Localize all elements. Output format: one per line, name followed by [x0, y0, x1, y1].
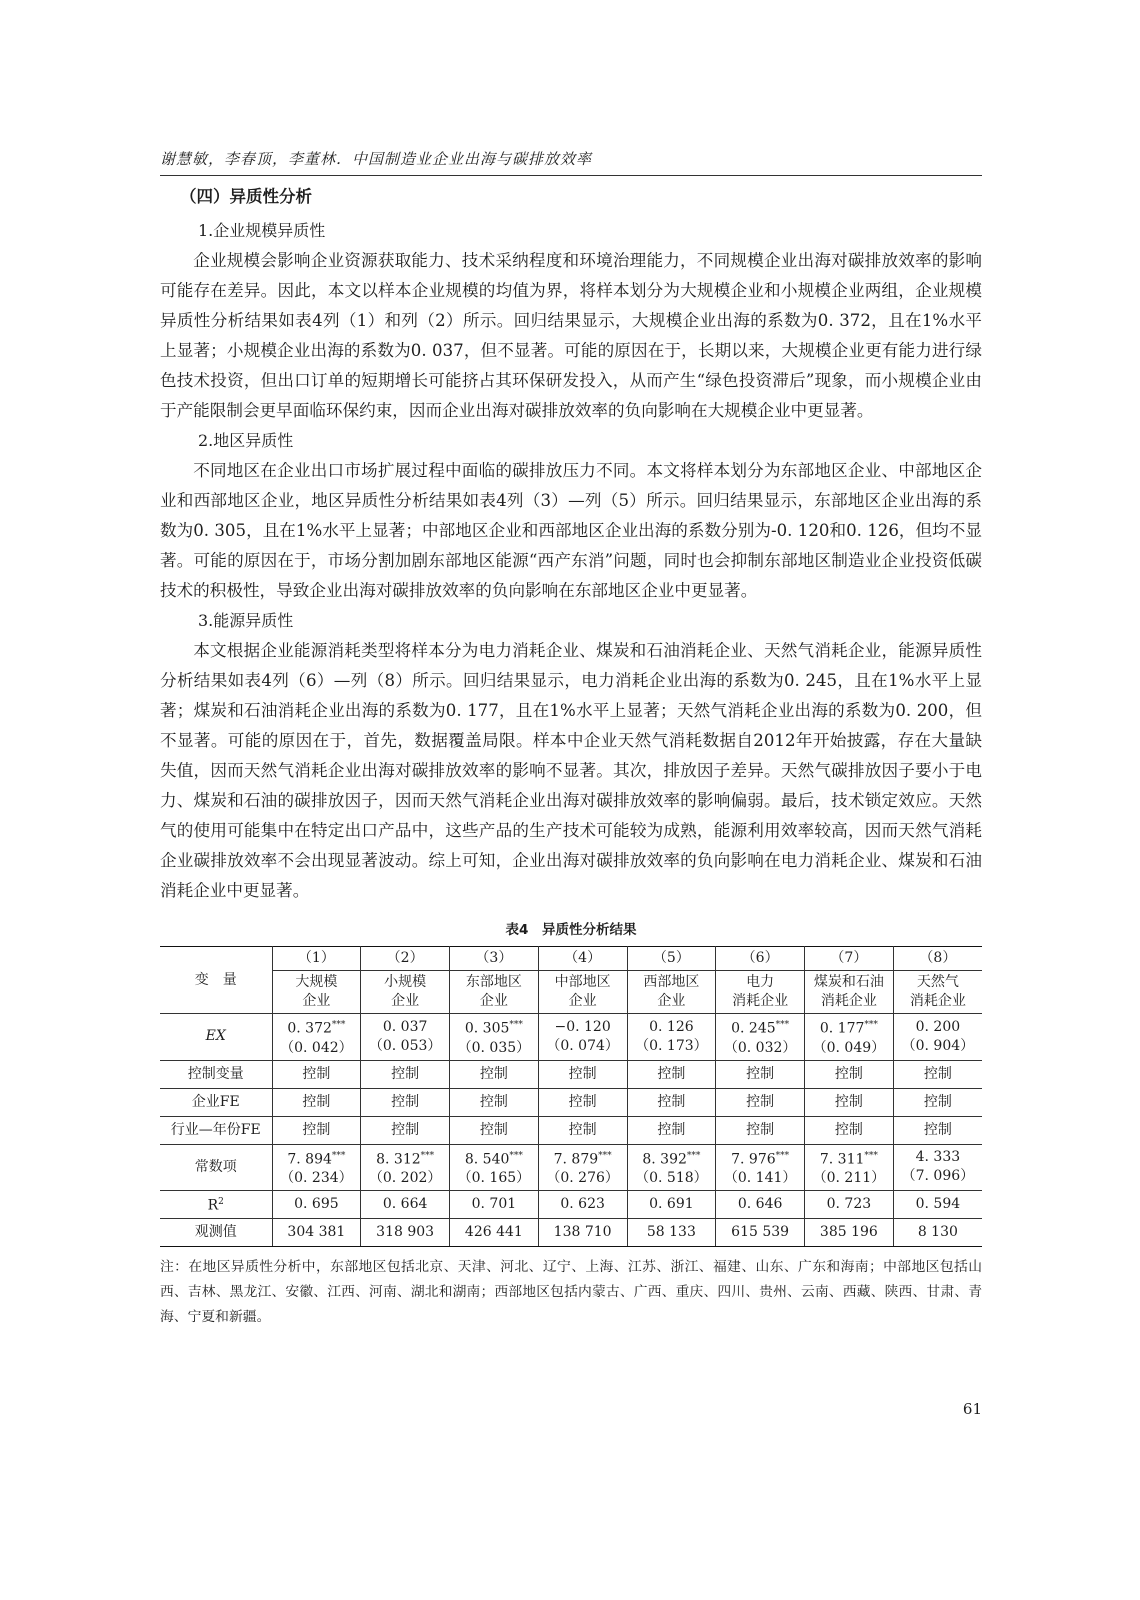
control-cell: 控制	[805, 1060, 894, 1088]
control-cell: 控制	[538, 1088, 627, 1116]
control-cell: 控制	[627, 1060, 716, 1088]
significance-stars: ***	[509, 1150, 523, 1161]
observations-cell: 318 903	[361, 1219, 450, 1247]
table-row-control	[160, 1060, 982, 1088]
column-group-header: 小规模 企业	[361, 971, 450, 1014]
table-row-control	[160, 1116, 982, 1144]
page-number: 61	[962, 1400, 982, 1418]
coefficient-cell: 0. 305*** （0. 035）	[450, 1014, 539, 1061]
table-row-control	[160, 1088, 982, 1116]
control-cell: 控制	[361, 1088, 450, 1116]
coefficient-cell: 7. 976*** （0. 141）	[716, 1144, 805, 1191]
control-cell: 控制	[272, 1116, 361, 1144]
column-number: （1）	[272, 947, 361, 971]
control-cell: 控制	[361, 1116, 450, 1144]
table-body	[160, 947, 982, 1247]
r2-cell: 0. 646	[716, 1191, 805, 1219]
observations-cell: 385 196	[805, 1219, 894, 1247]
column-number: （6）	[716, 947, 805, 971]
coefficient-cell: 8. 392*** （0. 518）	[627, 1144, 716, 1191]
coefficient-cell: 4. 333 （7. 096）	[893, 1144, 982, 1191]
significance-stars: ***	[864, 1020, 878, 1030]
control-cell: 控制	[361, 1060, 450, 1088]
paragraph: 企业规模会影响企业资源获取能力、技术采纳程度和环境治理能力，不同规模企业出海对碳排放效率的影响可能存在差异。因此，本文以样本企业规模的均值为界，将样本划分为大规模企业和小规模企业两组，企业规模异质性分析结果如表4列（1）和列（2）所示。回归结果显示，大规模企业出海的系数为0. 372，且在1%水平上显著；小规模企业出海的系数为0. 037，但不显著。可能的原因在于，长期以来，大规模企业更有能力进行绿色技术投资，但出口订单的短期增长可能挤占其环保研发投入，从而产生“绿色投资滞后”现象，而小规模企业由于产能限制会更早面临环保约束，因而企业出海对碳排放效率的负向影响在大规模企业中更显著。	[160, 251, 982, 420]
column-number: （5）	[627, 947, 716, 971]
coefficient-cell: −0. 120 （0. 074）	[538, 1014, 627, 1061]
table-row-observations	[160, 1219, 982, 1247]
r2-cell: 0. 723	[805, 1191, 894, 1219]
control-cell: 控制	[716, 1088, 805, 1116]
coefficient-cell: 0. 177*** （0. 049）	[805, 1014, 894, 1061]
column-group-header: 电力 消耗企业	[716, 971, 805, 1014]
observations-cell: 138 710	[538, 1219, 627, 1247]
control-cell: 控制	[893, 1116, 982, 1144]
r2-superscript: 2	[218, 1197, 224, 1208]
subsection-region	[160, 426, 982, 606]
control-cell: 控制	[716, 1060, 805, 1088]
table-note: 注：在地区异质性分析中，东部地区包括北京、天津、河北、辽宁、上海、江苏、浙江、福建、山东、广东和海南；中部地区包括山西、吉林、黑龙江、安徽、江西、河南、湖北和湖南；西部地区包括内蒙古、广西、重庆、四川、贵州、云南、西藏、陕西、甘肃、青海、宁夏和新疆。	[160, 1259, 982, 1326]
running-head: 谢慧敏，李春顶，李董林．中国制造业企业出海与碳排放效率	[160, 148, 982, 176]
r2-cell: 0. 695	[272, 1191, 361, 1219]
control-cell: 控制	[716, 1116, 805, 1144]
column-number: （3）	[450, 947, 539, 971]
row-label: 控制变量	[160, 1060, 272, 1088]
heterogeneity-results-table	[160, 946, 982, 1247]
coefficient-cell: 7. 879*** （0. 276）	[538, 1144, 627, 1191]
r2-cell: 0. 701	[450, 1191, 539, 1219]
coefficient-cell: 0. 126 （0. 173）	[627, 1014, 716, 1061]
coefficient-cell: 0. 200 （0. 904）	[893, 1014, 982, 1061]
coefficient-cell: 0. 245*** （0. 032）	[716, 1014, 805, 1061]
variable-header: 变 量	[160, 947, 272, 1014]
row-label: 企业FE	[160, 1088, 272, 1116]
subsection-heading: 2.地区异质性	[198, 431, 294, 450]
row-label: 行业—年份FE	[160, 1116, 272, 1144]
control-cell: 控制	[805, 1088, 894, 1116]
column-number: （7）	[805, 947, 894, 971]
column-number: （4）	[538, 947, 627, 971]
significance-stars: ***	[775, 1150, 790, 1161]
coefficient-cell: 7. 311*** （0. 211）	[805, 1144, 894, 1191]
coefficient-cell: 0. 037 （0. 053）	[361, 1014, 450, 1061]
row-label-text: 常数项	[194, 1158, 237, 1175]
column-group-header: 西部地区 企业	[627, 971, 716, 1014]
significance-stars: ***	[420, 1150, 435, 1161]
row-label: $R^2$	[160, 1191, 272, 1219]
coefficient-cell: 8. 540*** （0. 165）	[450, 1144, 539, 1191]
table-row-r2	[160, 1191, 982, 1219]
subsection-energy	[160, 606, 982, 906]
column-number: （8）	[893, 947, 982, 971]
control-cell: 控制	[538, 1116, 627, 1144]
significance-stars: ***	[598, 1150, 612, 1161]
significance-stars: ***	[775, 1020, 790, 1030]
r2-cell: 0. 594	[893, 1191, 982, 1219]
column-group-header: 大规模 企业	[272, 971, 361, 1014]
observations-cell: 426 441	[450, 1219, 539, 1247]
significance-stars: ***	[509, 1020, 523, 1030]
paragraph: 不同地区在企业出口市场扩展过程中面临的碳排放压力不同。本文将样本划分为东部地区企业、中部地区企业和西部地区企业，地区异质性分析结果如表4列（3）—列（5）所示。回归结果显示，东部地区企业出海的系数为0. 305，且在1%水平上显著；中部地区企业和西部地区企业出海的系数分别为-0. 120和0. 126，但均不显著。可能的原因在于，市场分割加剧东部地区能源“西产东消”问题，同时也会抑制东部地区制造业企业投资低碳技术的积极性，导致企业出海对碳排放效率的负向影响在东部地区企业中更显著。	[160, 461, 982, 600]
observations-cell: 304 381	[272, 1219, 361, 1247]
row-label: 观测值	[160, 1219, 272, 1247]
control-cell: 控制	[450, 1116, 539, 1144]
table-caption: 表4 异质性分析结果	[505, 922, 637, 938]
control-cell: 控制	[893, 1060, 982, 1088]
row-label	[160, 1014, 272, 1061]
column-group-header: 煤炭和石油 消耗企业	[805, 971, 894, 1014]
control-cell: 控制	[450, 1088, 539, 1116]
r2-cell: 0. 691	[627, 1191, 716, 1219]
column-group-header: 中部地区 企业	[538, 971, 627, 1014]
column-group-header: 东部地区 企业	[450, 971, 539, 1014]
r2-cell: 0. 664	[361, 1191, 450, 1219]
row-label-text: EX	[205, 1028, 226, 1045]
table-row-ex	[160, 1014, 982, 1061]
observations-cell: 615 539	[716, 1219, 805, 1247]
control-cell: 控制	[272, 1088, 361, 1116]
subsection-heading: 3.能源异质性	[198, 611, 294, 630]
control-cell: 控制	[538, 1060, 627, 1088]
control-cell: 控制	[627, 1088, 716, 1116]
subsection-heading: 1.企业规模异质性	[198, 221, 326, 240]
table-row-constant	[160, 1144, 982, 1191]
significance-stars: ***	[686, 1150, 701, 1161]
paragraph: 本文根据企业能源消耗类型将样本分为电力消耗企业、煤炭和石油消耗企业、天然气消耗企业，能源异质性分析结果如表4列（6）—列（8）所示。回归结果显示，电力消耗企业出海的系数为0. 245，且在1%水平上显著；煤炭和石油消耗企业出海的系数为0. 177，且在1%水平上显著；天然气消耗企业出海的系数为0. 200，但不显著。可能的原因在于，首先，数据覆盖局限。样本中企业天然气消耗数据自2012年开始披露，存在大量缺失值，因而天然气消耗企业出海对碳排放效率的影响不显著。其次，排放因子差异。天然气碳排放因子要小于电力、煤炭和石油的碳排放因子，因而天然气消耗企业出海对碳排放效率的影响偏弱。最后，技术锁定效应。天然气的使用可能集中在特定出口产品中，这些产品的生产技术可能较为成熟，能源利用效率较高，因而天然气消耗企业碳排放效率不会出现显著波动。综上可知，企业出海对碳排放效率的负向影响在电力消耗企业、煤炭和石油消耗企业中更显著。	[160, 641, 982, 900]
significance-stars: ***	[331, 1150, 346, 1161]
column-group-header: 天然气 消耗企业	[893, 971, 982, 1014]
r2-cell: 0. 623	[538, 1191, 627, 1219]
header-row-numbers	[160, 947, 982, 971]
control-cell: 控制	[893, 1088, 982, 1116]
coefficient-cell: 7. 894*** （0. 234）	[272, 1144, 361, 1191]
article-body	[160, 186, 982, 1330]
significance-stars: ***	[864, 1150, 878, 1161]
significance-stars: ***	[331, 1020, 346, 1030]
subsection-firm-size	[160, 216, 982, 426]
column-number: （2）	[361, 947, 450, 971]
control-cell: 控制	[805, 1116, 894, 1144]
coefficient-cell: 8. 312*** （0. 202）	[361, 1144, 450, 1191]
control-cell: 控制	[627, 1116, 716, 1144]
coefficient-cell: 0. 372*** （0. 042）	[272, 1014, 361, 1061]
observations-cell: 8 130	[893, 1219, 982, 1247]
header-row-groups	[160, 971, 982, 1014]
observations-cell: 58 133	[627, 1219, 716, 1247]
section-heading: （四）异质性分析	[180, 187, 312, 206]
control-cell: 控制	[450, 1060, 539, 1088]
row-label	[160, 1144, 272, 1191]
control-cell: 控制	[272, 1060, 361, 1088]
